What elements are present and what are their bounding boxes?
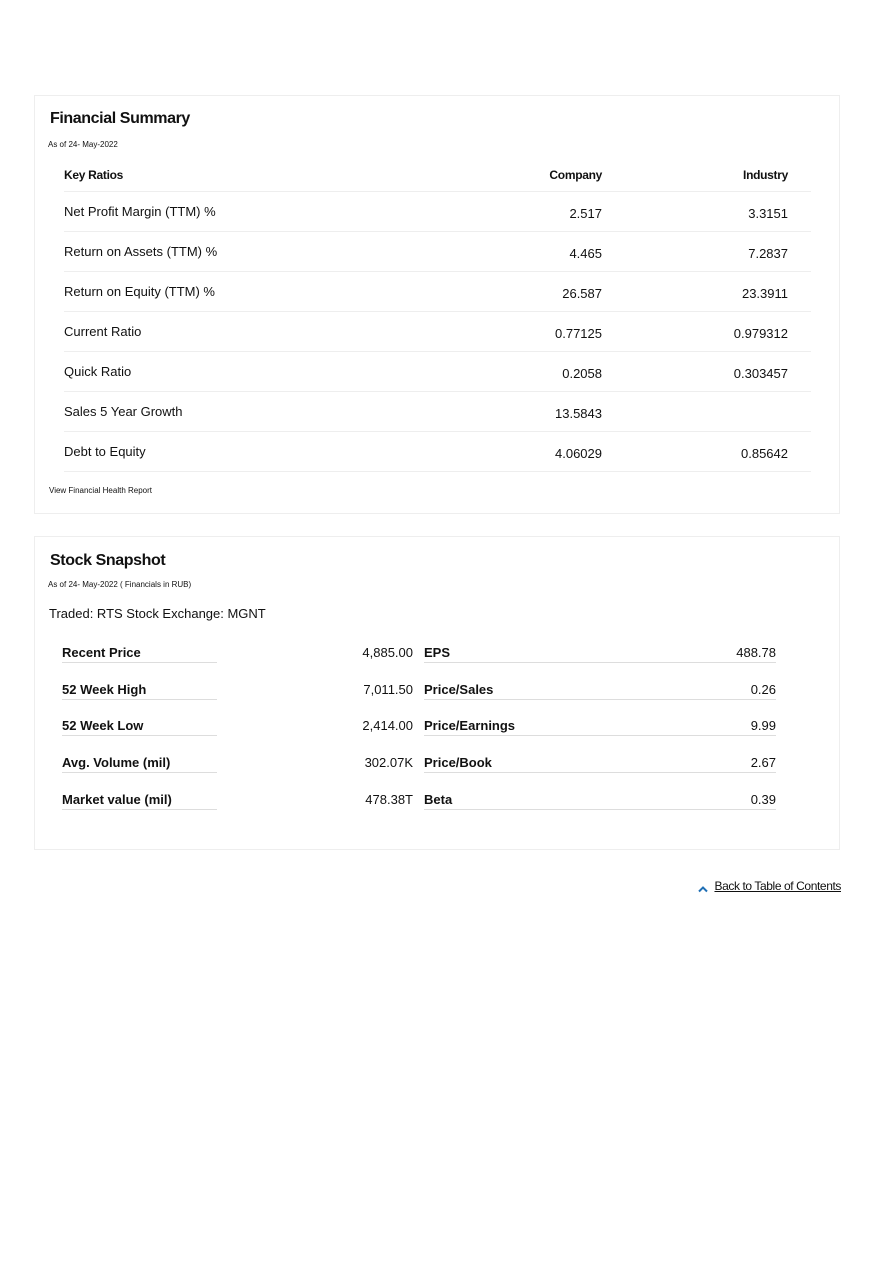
industry-value: 0.85642	[741, 446, 788, 461]
snapshot-label: Market value (mil)	[62, 792, 217, 810]
key-ratios-header	[64, 158, 811, 192]
industry-value: 23.3911	[741, 286, 788, 301]
snapshot-value: 0.39	[750, 792, 776, 807]
snapshot-value: 7,011.50	[363, 682, 413, 697]
stock-snapshot-as-of: As of 24- May-2022 ( Financials in RUB)	[48, 580, 192, 589]
snapshot-row	[62, 718, 776, 736]
snapshot-value: 4,885.00	[362, 645, 413, 660]
stock-snapshot-panel	[34, 536, 840, 850]
snapshot-row	[62, 792, 776, 810]
table-row	[64, 352, 811, 392]
ratio-label: Current Ratio	[64, 324, 142, 339]
company-value: 2.517	[569, 206, 602, 221]
snapshot-value: 2.67	[750, 755, 776, 770]
snapshot-value: 0.26	[750, 682, 776, 697]
company-value: 26.587	[562, 286, 602, 301]
company-value: 13.5843	[555, 406, 602, 421]
stock-snapshot-title: Stock Snapshot	[50, 552, 166, 569]
chevron-up-icon	[698, 882, 708, 890]
header-key-ratios: Key Ratios	[64, 167, 124, 182]
table-row	[64, 312, 811, 352]
financial-summary-title: Financial Summary	[50, 110, 190, 127]
snapshot-row	[62, 755, 776, 773]
snapshot-label: Avg. Volume (mil)	[62, 755, 217, 773]
snapshot-value: 302.07K	[364, 755, 413, 770]
industry-value: 7.2837	[748, 246, 788, 261]
financial-summary-as-of: As of 24- May-2022	[48, 140, 118, 149]
back-to-toc-label: Back to Table of Contents	[714, 879, 841, 893]
table-row	[64, 432, 811, 472]
industry-value: 0.303457	[733, 366, 788, 381]
snapshot-value: 488.78	[736, 645, 776, 660]
company-value: 0.77125	[555, 326, 602, 341]
snapshot-label: Recent Price	[62, 645, 217, 663]
key-ratios-table	[64, 158, 811, 472]
snapshot-row	[62, 645, 776, 663]
snapshot-value: 478.38T	[365, 792, 413, 807]
table-row	[64, 272, 811, 312]
ratio-label: Return on Equity (TTM) %	[64, 284, 215, 299]
traded-exchange: Traded: RTS Stock Exchange: MGNT	[49, 606, 266, 621]
table-row	[64, 232, 811, 272]
ratio-label: Quick Ratio	[64, 364, 132, 379]
snapshot-label: Beta	[424, 792, 776, 810]
company-value: 4.06029	[555, 446, 602, 461]
ratio-label: Sales 5 Year Growth	[64, 404, 183, 419]
industry-value: 0.979312	[733, 326, 788, 341]
snapshot-row	[62, 682, 776, 700]
snapshot-value: 9.99	[750, 718, 776, 733]
view-financial-health-report-link[interactable]: View Financial Health Report	[49, 486, 153, 495]
header-company: Company	[549, 167, 602, 182]
snapshot-label: EPS	[424, 645, 776, 663]
ratio-label: Net Profit Margin (TTM) %	[64, 204, 216, 219]
snapshot-label: 52 Week Low	[62, 718, 217, 736]
header-industry: Industry	[743, 167, 788, 182]
snapshot-value: 2,414.00	[362, 718, 413, 733]
snapshot-label: 52 Week High	[62, 682, 217, 700]
industry-value: 3.3151	[748, 206, 788, 221]
back-to-toc-link[interactable]	[698, 879, 841, 893]
snapshot-label: Price/Book	[424, 755, 776, 773]
table-row	[64, 192, 811, 232]
ratio-label: Debt to Equity	[64, 444, 146, 459]
financial-summary-panel	[34, 95, 840, 514]
table-row	[64, 392, 811, 432]
snapshot-label: Price/Sales	[424, 682, 776, 700]
snapshot-label: Price/Earnings	[424, 718, 776, 736]
ratio-label: Return on Assets (TTM) %	[64, 244, 218, 259]
company-value: 0.2058	[562, 366, 602, 381]
company-value: 4.465	[569, 246, 602, 261]
